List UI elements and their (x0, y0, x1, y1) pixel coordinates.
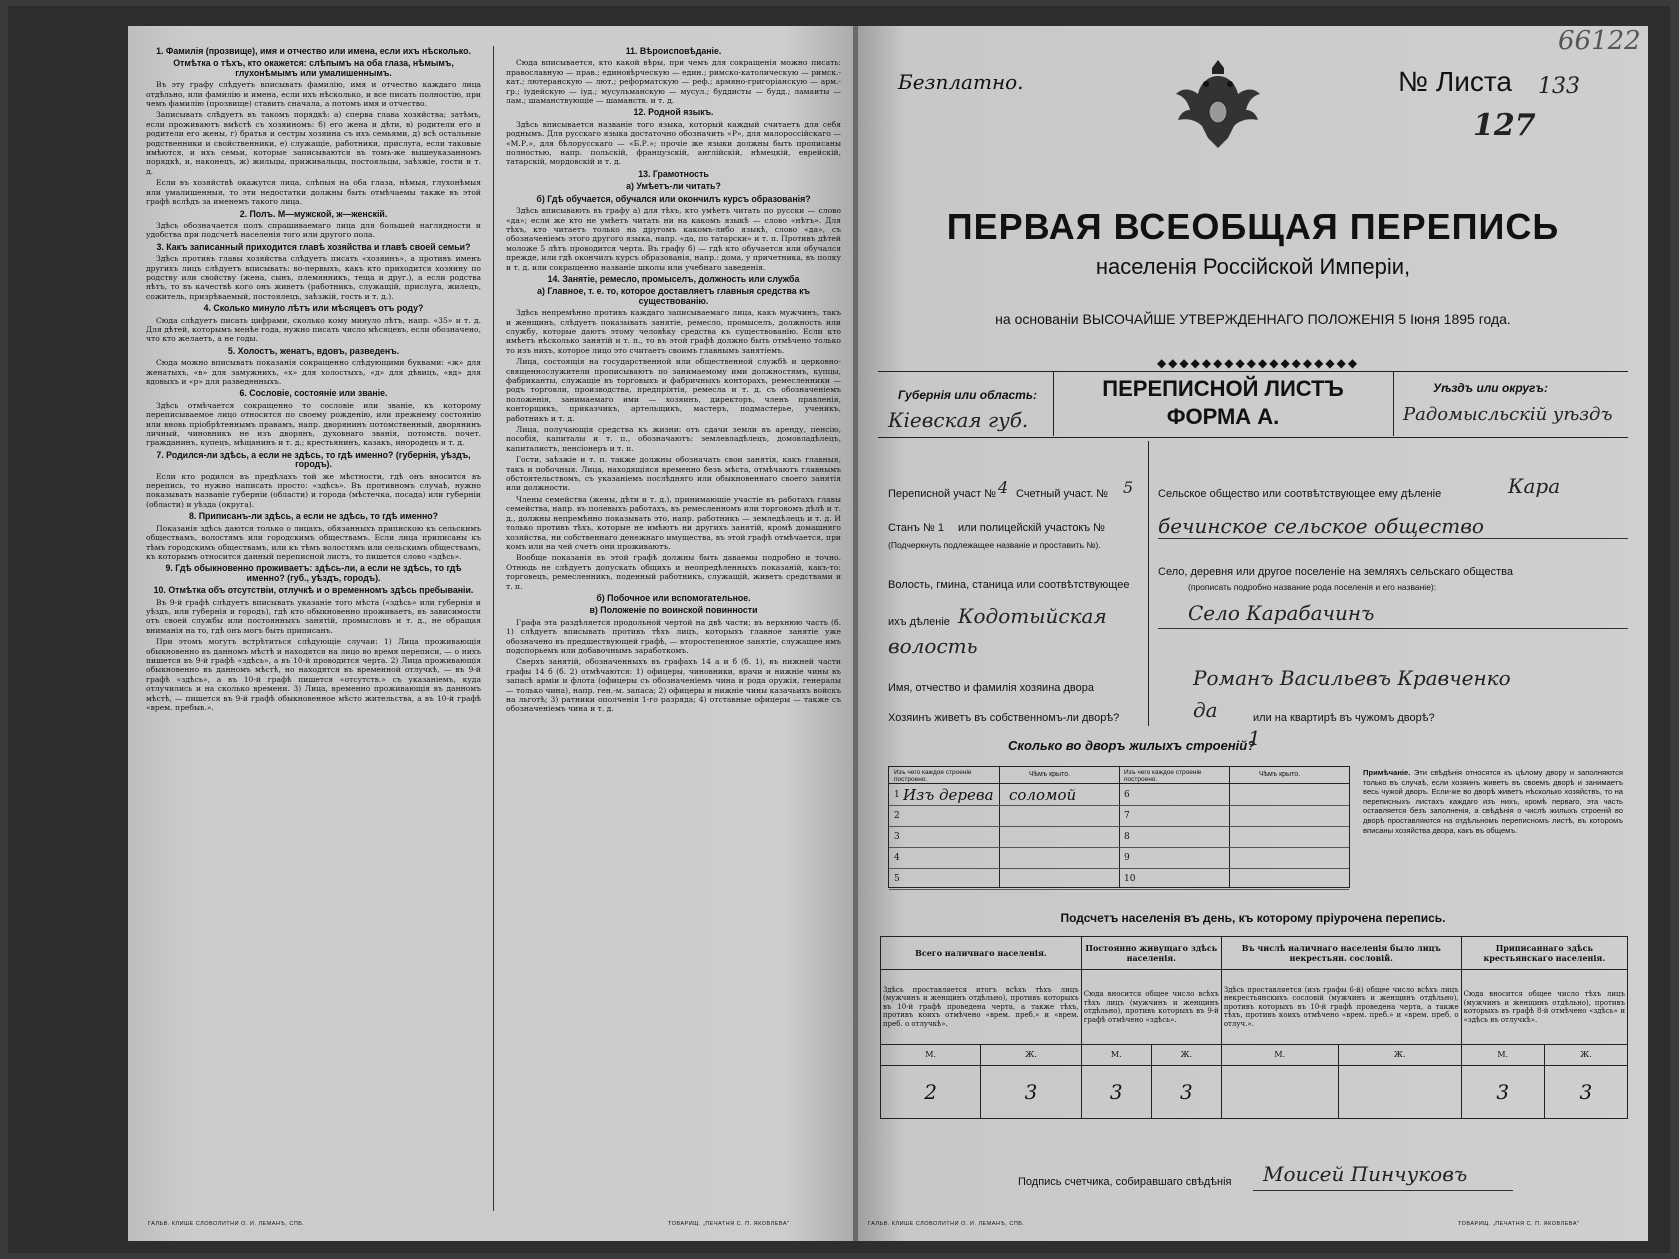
instruction-paragraph: Сюда можно вписывать показанія сокращенно слѣдующими буквами: «ж» для женатыхъ, «в» для замужнихъ, «х» для холостыхъ, «д» для дѣвицъ, «вд» для вдовыхъ и «р» для разведенныхъ. (146, 358, 481, 386)
female-count (1338, 1066, 1461, 1119)
instruction-paragraph: Если въ хозяйствѣ окажутся лица, слѣпыя на оба глаза, нѣмыя, глухонѣмыя или умалишенныя, то эти недостатки должны быть отмѣчаемы также въ этой графѣ вслѣдъ за именемъ такого лица. (146, 178, 481, 207)
form-title: ПЕРВАЯ ВСЕОБЩАЯ ПЕРЕПИСЬ (946, 206, 1560, 247)
building-row (889, 869, 1119, 890)
bld-rows-left (889, 785, 1119, 890)
sign-label: Подпись счетчика, собиравшаго свѣдѣнія (1018, 1176, 1232, 1188)
handwritten-number: 127 (1473, 108, 1536, 143)
stan-note: (Подчеркнуть подлежащее названіе и проставить №). (888, 540, 1101, 550)
instruction-heading: Отмѣтка о тѣхъ, кто окажется: слѣпымъ на оба глаза, нѣмымъ, глухонѣмымъ или умалишеннымъ. (173, 58, 454, 78)
header-divider-right (1393, 371, 1394, 436)
female-count: 3 (1544, 1066, 1627, 1119)
perep-uchast-label: Переписной участ № (888, 488, 996, 500)
building-row (1119, 806, 1349, 827)
male-count (1221, 1066, 1338, 1119)
instruction-heading: 10. Отмѣтка объ отсутствіи, отлучкѣ и о временномъ здѣсь пребываніи. (153, 585, 474, 596)
instruction-paragraph: Здѣсь противъ главы хозяйства слѣдуетъ писать «хозяинъ», а противъ именъ другихъ лицъ слѣдуетъ вписывать: во-первыхъ, какъ кто приходится хозяину по родству или свойству (жена, сынъ, племянникъ, теща и друг.), а если родства нѣтъ, то въ качествѣ кого онъ живетъ (работникъ, служащій, прислуга, жилецъ, сожитель, призрѣваемый, постоялецъ, заѣзжій, гость и т. д.). (146, 254, 481, 301)
imprint-left: ГАЛЬВ. КЛИШЕ СЛОВОЛИТНИ О. И. ЛЕМАНЪ, СПБ. (148, 1221, 305, 1227)
building-row-number: 7 (1124, 811, 1130, 821)
imprint-right: ТОВАРИЩ. „ПЕЧАТНЯ С. П. ЯКОВЛЕВА" (668, 1221, 790, 1227)
instruction-paragraph: Здѣсь обозначается полъ спрашиваемаго лица для большей наглядности и удобства при подсчетѣ населенія того или другого пола. (146, 220, 481, 240)
instruction-paragraph: Здѣсь непремѣнно противъ каждаго записываемаго лица, какъ мужчинъ, такъ и женщинъ, слѣдуетъ показывать занятіе, ремесло, промыселъ, должность или службу, которые даютъ этому человѣку средства къ существованію. Если кто имѣетъ нѣсколько занятій и т. п., то въ этой графѣ должно быть отмѣчено только то изъ нихъ, которое лицо это считаетъ своимъ главнымъ занятіемъ. (506, 308, 841, 355)
village-line (1158, 628, 1628, 629)
header-divider-left (1053, 371, 1054, 436)
instruction-heading: 5. Холостъ, женатъ, вдовъ, разведенъ. (227, 345, 400, 356)
count-header: Въ числѣ наличнаго населенія было лицъ некрестьян. сословій. (1221, 937, 1461, 970)
building-row (889, 848, 1119, 869)
form-subtitle: населенія Россійской Имперіи, (1095, 254, 1411, 279)
female-column-label: Ж. (1151, 1045, 1221, 1066)
building-row-number: 5 (894, 874, 900, 884)
male-count: 2 (881, 1066, 981, 1119)
building-row-number: 4 (894, 853, 900, 863)
sign-value: Моисей Пинчуковъ (1263, 1162, 1468, 1186)
village-label: Село, деревня или другое поселеніе на земляхъ сельскаго общества (1158, 566, 1513, 578)
owner-value: Романъ Васильевъ Кравченко (1193, 666, 1511, 690)
instruction-paragraph: Здѣсь отмѣчается сокращенно то сословіе или званіе, къ которому переписываемое лицо относится по своему рожденію, или прежнему состоянію или вновь пріобрѣтеннымъ правамъ, напр. дворянинъ потомственный, дворянинъ личный, чиновникъ не изъ дворянъ, духовнаго званія, потомств. почет. гражданинъ, купецъ, мѣщанинъ и т. д.; крестьянинъ, казакъ, инородецъ и т. д. (146, 400, 481, 448)
instruction-paragraph: Сюда вписывается, кто какой вѣры, при чемъ для сокращенія можно писать: православную — прав.; единовѣрческую — един.; римско-католическую — римск.-кат.; лютеранскую — лют.; реформатскую — реф.; армяно-григоріанскую — арм.-гр.; іудейскую — іуд.; мусульманскую — мусул.; буддисты — будд.; ламаиты — лам.; шаманствующіе — шаманств. и т. д. (506, 58, 841, 106)
building-row (889, 827, 1119, 848)
instruction-heading: 11. Вѣроисповѣданіе. (625, 46, 722, 56)
count-description: Здѣсь проставляется итогъ всѣхъ тѣхъ лицъ (мужчинъ и женщинъ отдѣльно), противъ которыхъ въ 10-й графѣ проведена черта, а также тѣхъ, противъ коихъ отмѣчено «врем. преб.» и «врем. преб. о отлучкѣ». (881, 970, 1082, 1045)
building-row-number: 8 (1124, 832, 1130, 842)
instruction-paragraph: Сверхъ занятій, обозначенныхъ въ графахъ 14 а и б (б. 1), въ нижней части графы 14 б (б. 2) отмѣчаются: 1) офицеры, чиновники, врачи и нижніе чины въ запасѣ арміи и флота (офицеры съ обозначеніемъ чина и рода оружія, генералы — только чина), напр. ген.-м. запаса; 2) офицеры и нижніе чины казачьихъ войскъ на льготѣ; 3) ратники ополченія 1-го разряда; 4) отставные офицеры — также съ обозначеніемъ чина и т. д. (506, 657, 842, 714)
male-column-label: М. (881, 1045, 981, 1066)
instruction-heading: 12. Родной языкъ. (633, 107, 714, 118)
count-description: Здѣсь проставляется (изъ графы 6-й) общее число всѣхъ лицъ некрестьянскихъ сословій (мужчинъ и женщинъ отдѣльно), противъ которыхъ въ 10-й графѣ проведена черта, а также тѣхъ, противъ коихъ отмѣчено «врем. преб.» и «врем. преб. о отлуч.». (1221, 970, 1461, 1045)
uezd-label: Уѣздъ или округъ: (1433, 381, 1548, 395)
volost-value: Кодотыйская (958, 604, 1107, 628)
instruction-heading: б) Гдѣ обучается, обучался или окончилъ курсъ образованія? (536, 193, 811, 204)
instruction-heading: 8. Приписанъ-ли здѣсь, а если не здѣсь, то гдѣ именно? (188, 511, 439, 522)
right-page-census-form (858, 26, 1648, 1241)
left-page-instructions (128, 26, 858, 1241)
instruction-heading: 13. Грамотность (638, 168, 709, 179)
instructions-column-2 (506, 44, 841, 716)
instructions-column-1 (146, 44, 481, 714)
society-value2: бечинское сельское общество (1158, 514, 1484, 538)
building-row (1119, 827, 1349, 848)
building-material: Изъ дерева (903, 786, 994, 804)
note-text: Эти свѣдѣнія относятся къ цѣлому двору и заполняются только въ случаѣ, если хозяинъ живетъ въ своемъ дворѣ и занимаетъ весь чужой дворъ. Если-же во дворѣ живетъ нѣсколько хозяйствъ, то на переписныхъ листахъ каждаго изъ нихъ, кромѣ перваго, эта часть оставляется безъ заполненія, а свѣдѣнія о числѣ жилыхъ строеній во дворѣ проставляются на отдѣльномъ переписномъ листѣ, въ которомъ вписаны хозяйства двора, какъ въ общемъ. (1363, 768, 1623, 835)
count-header: Постоянно живущаго здѣсь населенія. (1081, 937, 1221, 970)
building-roof: соломой (1009, 786, 1077, 804)
village-value: Село Карабачинъ (1188, 601, 1375, 625)
count-title: Подсчетъ населенія въ день, къ которому пріурочена перепись. (1060, 911, 1446, 925)
note-label: Примѣчаніе. (1363, 768, 1411, 777)
instruction-heading: 9. Гдѣ обыкновенно проживаетъ: здѣсь-ли, а если не здѣсь, то гдѣ именно? (губ., уѣздъ, городъ). (165, 563, 462, 583)
building-row (1119, 785, 1349, 806)
volost-label: Волость, гмина, станица или соотвѣтствующее (888, 579, 1130, 591)
buildings-value: 1 (1248, 726, 1261, 750)
instruction-paragraph: Показанія здѣсь даются только о лицахъ, обязанныхъ припискою къ сельскимъ обществамъ, волостямъ или городскимъ обществамъ. Если лица приписаны къ тѣмъ городскимъ обществамъ, или къ тѣмъ волостямъ или сельскимъ обществамъ, къ которымъ относится данный переписной листъ, то пишется слово «здѣсь». (146, 523, 481, 561)
form-name-line1: ПЕРЕПИСНОЙ ЛИСТЪ (1102, 376, 1344, 401)
imprint-right: ТОВАРИЩ. „ПЕЧАТНЯ С. П. ЯКОВЛЕВА" (1458, 1221, 1580, 1227)
buildings-note (1363, 768, 1623, 835)
form-name-line2: ФОРМА А. (1166, 404, 1280, 429)
volost-value2: волость (888, 634, 978, 658)
book-spread (8, 6, 1670, 1253)
double-eagle-emblem (1168, 54, 1268, 154)
uezd-value: Радомысльскій уѣздъ (1403, 404, 1613, 425)
bld-head-line (889, 783, 1349, 784)
stan-label: Станъ № 1 (888, 522, 944, 534)
male-column-label: М. (1221, 1045, 1338, 1066)
male-count: 3 (1461, 1066, 1544, 1119)
instruction-paragraph: Вообще показанія въ этой графѣ должны быть даваемы подробно и точно. Отнюдь не слѣдуетъ допускать общихъ и неопредѣленныхъ показаній, какъ-то: торговецъ, ремесленникъ, поденный работникъ, служащій, живетъ средствами и т. п. (506, 553, 841, 591)
building-row (889, 806, 1119, 827)
instruction-heading: 2. Полъ. М—мужской, ж—женскій. (239, 208, 388, 219)
buildings-table (888, 766, 1350, 888)
owner-label: Имя, отчество и фамилія хозяина двора (888, 682, 1094, 694)
instruction-paragraph: Въ эту графу слѣдуетъ вписывать фамилію, имя и отчество каждаго лица отдѣльно, или фамилію и имена, если ихъ нѣсколько, и все писать полностію, при чемъ фамилію (прозвище) ставить сначала, а потомъ имя и отчество. (146, 80, 481, 109)
rent-label: или на квартирѣ въ чужомъ дворѣ? (1253, 712, 1435, 724)
free-label: Безплатно. (898, 70, 1024, 94)
instruction-heading: 3. Какъ записанный приходится главѣ хозяйства и главѣ своей семьи? (156, 241, 471, 252)
sheet-number-value: 133 (1538, 74, 1580, 99)
instruction-heading: 4. Сколько минуло лѣтъ или мѣсяцевъ отъ роду? (203, 303, 424, 314)
instruction-heading: а) Умѣетъ-ли читать? (626, 181, 721, 192)
instruction-paragraph: Сюда слѣдуетъ писать цифрами, сколько кому минуло лѣтъ, напр. «35» и т. д. Для дѣтей, которымъ менѣе года, нужно писать число мѣсяцевъ, если обозначено, что кто желаетъ, а не годы. (146, 315, 481, 344)
count-header: Приписаннаго здѣсь крестьянскаго населенія. (1461, 937, 1627, 970)
perep-uchast-value: 4 (998, 478, 1009, 497)
sign-line (1253, 1190, 1513, 1191)
male-column-label: М. (1081, 1045, 1151, 1066)
instruction-heading: 1. Фамилія (прозвище), имя и отчество или имена, если ихъ нѣсколько. (156, 46, 471, 56)
own-house-value: да (1193, 698, 1218, 722)
bld-head-material-left: Изъ чего каждое строеніе построено. (894, 769, 972, 783)
instruction-paragraph: Лица, состоящія на государственной или общественной службѣ и церковно-священнослужители прописываютъ по занимаемому ими должностямъ, купцы, фабриканты, служащіе въ торговыхъ и фабричныхъ конторахъ, ремесленники — родъ торговли, производства, предпріятія, ремесла и т. д. съ обозначеніемъ положенія, занимаемаго ими — хозяинъ, директоръ, членъ правленія, конторщикъ, приказчикъ, артельщикъ, мастеръ, подмастерье, ученикъ, работникъ и т. д. (506, 357, 841, 423)
instruction-heading: 6. Сословіе, состояніе или званіе. (239, 388, 388, 399)
society-label: Сельское общество или соотвѣтствующее ему дѣленіе (1158, 488, 1442, 500)
count-header: Всего наличнаго населенія. (881, 937, 1082, 970)
instruction-paragraph: Если кто родился въ предѣлахъ той же мѣстности, гдѣ онъ вносится въ перепись, то нужно написать просто: «здѣсь». Въ противномъ случаѣ, нужно показывать названіе губерніи (области) и города (мѣстечка, посада) или губерніи (области) и уѣзда (округа). (146, 471, 481, 509)
own-house-label: Хозяинъ живетъ въ собственномъ-ли дворѣ? (888, 712, 1120, 724)
imprint-left: ГАЛЬВ. КЛИШЕ СЛОВОЛИТНИ О. И. ЛЕМАНЪ, СПБ. (868, 1221, 1025, 1227)
instruction-paragraph: Здѣсь вписывается названіе того языка, который каждый считаетъ для себя роднымъ. Для русскаго языка достаточно обозначить «Р», для малороссійскаго — «М.Р.», для бѣлорусскаго — «Б.Р.»; прочіе же языки должны быть прописаны полностью, напр. польскій, французскій, англійскій, нѣмецкій, еврейскій, татарскій, мордовскій и т. д. (506, 119, 841, 167)
count-description: Сюда вносится общее число всѣхъ тѣхъ лицъ (мужчинъ и женщинъ отдѣльно), противъ которыхъ въ 9-й графѣ отмѣчено «здѣсь». (1081, 970, 1221, 1045)
column-divider (493, 46, 494, 1211)
schet-uchast-label: Счетный участ. № (1016, 488, 1109, 500)
female-column-label: Ж. (1338, 1045, 1461, 1066)
male-count: 3 (1081, 1066, 1151, 1119)
instruction-heading: в) Положеніе по воинской повинности (589, 605, 758, 616)
building-row-number: 9 (1124, 853, 1130, 863)
volost-label2: ихъ дѣленіе (888, 616, 950, 628)
instruction-heading: б) Побочное или вспомогательное. (596, 592, 751, 603)
female-column-label: Ж. (981, 1045, 1081, 1066)
bld-rows-right (1119, 785, 1349, 890)
bld-head-material-right: Изъ чего каждое строеніе построено. (1124, 769, 1202, 783)
female-column-label: Ж. (1544, 1045, 1627, 1066)
instruction-paragraph: Гости, заѣзжіе и т. п. также должны обозначать свои занятія, какъ главныя, такъ и побочныя. Лица, находящіяся временно безъ мѣста, отмѣчаютъ главнымъ обстоятельствомъ, съ указаніемъ послѣдняго или обыкновеннаго своего занятія или должности. (506, 455, 841, 493)
male-column-label: М. (1461, 1045, 1544, 1066)
sheet-number-label: № Листа (1398, 66, 1512, 97)
society-line (1158, 538, 1628, 539)
police-label: или полицейскій участокъ № (958, 522, 1105, 534)
building-row-number: 6 (1124, 790, 1130, 800)
society-value: Кара (1508, 474, 1561, 498)
instruction-paragraph: При этомъ могутъ встрѣтиться слѣдующіе случаи: 1) Лица проживающія обыкновенно въ данномъ мѣстѣ и находятся на лицо во время переписи, — о нихъ пишется въ 9-й графѣ «здѣсь», а въ 10-й проводится черта. 2) Лица проживающія обыкновенно въ данномъ мѣстѣ, но находятся въ временной отлучкѣ, — въ 9-й графѣ «здѣсь», а въ 10-й графѣ пишется «отсутств.» съ указаніемъ, куда отлучились и на сколько времени. 3) Лица, временно проживающія въ данномъ мѣстѣ, — пишется въ 9-й графѣ обыкновенное мѣсто жительства, а въ 10-й графѣ «врем. пребыв.». (146, 637, 481, 712)
instruction-heading: 14. Занятіе, ремесло, промыселъ, должность или служба (547, 273, 800, 284)
instruction-paragraph: Члены семейства (жены, дѣти и т. д.), принимающіе участіе въ работахъ главы семейства, напр. въ полевыхъ работахъ, въ ремесленномъ или торговомъ дѣлѣ и т. д., должны непремѣнно показывать это, напр. работникъ — земледѣлецъ и т. д. И только противъ тѣхъ, которые не имѣютъ ни другихъ занятій, кромѣ домашняго хозяйства, ни собственнаго денежнаго имущества, въ этой графѣ отмѣчается, при комъ или на чей счетъ они проживаютъ. (506, 494, 841, 551)
female-count: 3 (1151, 1066, 1221, 1119)
bld-head-roof-right: Чѣмъ крыто. (1259, 771, 1301, 778)
building-row-number: 1 (894, 790, 900, 800)
building-row-number: 10 (1124, 874, 1136, 884)
building-row-number: 3 (894, 832, 900, 842)
schet-uchast-value: 5 (1123, 478, 1134, 497)
gubernia-value: Кіевская губ. (888, 408, 1029, 432)
ornament-divider: ◆◆◆◆◆◆◆◆◆◆◆◆◆◆◆◆◆◆ (1156, 356, 1360, 370)
corner-stamp: 66122 (1558, 26, 1641, 56)
instruction-heading: а) Главное, т. е. то, которое доставляетъ главныя средства къ существованію. (537, 286, 810, 306)
count-description: Сюда вносится общее число тѣхъ лицъ (мужчинъ и женщинъ отдѣльно), противъ которыхъ въ графѣ 8-й отмѣчено «здѣсь» и «здѣсь въ отлучкѣ». (1461, 970, 1627, 1045)
instruction-paragraph: Здѣсь вписывають въ графу а) для тѣхъ, кто умѣетъ читать по русски — слово «да»; если же кто не умѣетъ читать ни на какомъ языкѣ — слово «нѣтъ». Для тѣхъ, кто читаетъ только на другомъ какомъ-либо языкѣ, слово «да», съ обозначеніемъ этого другого языка, напр. «да, по татарски» и т. п. Противъ дѣтей моложе 5 лѣтъ проводится черта. Въ графу б) — гдѣ кто обучается или обучался прежде, или гдѣ окончилъ курсъ образованія, напр.: дома, у причетника, въ полку и т. д. или сокращенно названіе школы или учебнаго заведенія. (506, 206, 841, 272)
form-legal-basis: на основаніи ВЫСОЧАЙШЕ УТВЕРЖДЕННАГО ПОЛОЖЕНІЯ 5 Іюня 1895 года. (995, 311, 1511, 327)
building-row (1119, 869, 1349, 890)
gubernia-label: Губернія или область: (898, 388, 1037, 402)
instruction-paragraph: Графа эта раздѣляется продольной чертой на двѣ части; въ верхнюю часть (б. 1) слѣдуетъ вписывать противъ тѣхъ лицъ, которыхъ главное занятіе уже обозначено въ предшествующей графѣ, — второстепенное занятіе, служащее имъ подспорьемъ или добавочнымъ заработкомъ. (506, 617, 841, 655)
buildings-label: Сколько во дворъ жилыхъ строеній? (1008, 738, 1256, 753)
instruction-paragraph: Въ 9-й графѣ слѣдуетъ вписывать указаніе того мѣста («здѣсь» или губернія и уѣздъ, или губернія и городъ), гдѣ кто обыкновенно проживаетъ, въ зависимости отъ своей службы или постоянныхъ занятій, промысловъ и т. д., не обращая вниманія на то, гдѣ онъ могъ быть приписанъ. (146, 597, 481, 635)
building-row (889, 785, 1119, 806)
female-count: 3 (981, 1066, 1081, 1119)
bld-head-roof-left: Чѣмъ крыто. (1029, 771, 1071, 778)
building-row-number: 2 (894, 811, 900, 821)
building-row (1119, 848, 1349, 869)
vertical-field-divider (1148, 441, 1149, 726)
village-note: (прописать подробно название рода поселенія и его названіе): (1188, 582, 1437, 592)
instruction-paragraph: Лица, получающія средства къ жизни: отъ сдачи земли въ аренду, пенсію, пособія, капиталы и т. п., обозначаютъ: землевладѣлецъ, домовладѣлецъ, капиталистъ, пенсіонеръ и т. п. (506, 425, 841, 453)
instruction-heading: 7. Родился-ли здѣсь, а если не здѣсь, то гдѣ именно? (губернія, уѣздъ, городъ). (156, 449, 471, 470)
population-count-table (880, 936, 1628, 1119)
instruction-paragraph: Записывать слѣдуетъ въ такомъ порядкѣ: а) сперва глава хозяйства; затѣмъ, если проживаютъ вмѣстѣ съ хозяиномъ: б) его жена и дѣти, в) родители его и родители его жены, г) братья и сестры хозяина съ ихъ семьями, д) всѣ остальные родственники и свойственники, е) служащіе, работники, прислуга, если таковые имѣются, и ихъ семьи, которые записываются въ томъ-же вышеуказанномъ порядкѣ, и, наконецъ, ж) жильцы, приживальцы, постояльцы, заѣзжіе, гости и т. д. (146, 110, 481, 176)
